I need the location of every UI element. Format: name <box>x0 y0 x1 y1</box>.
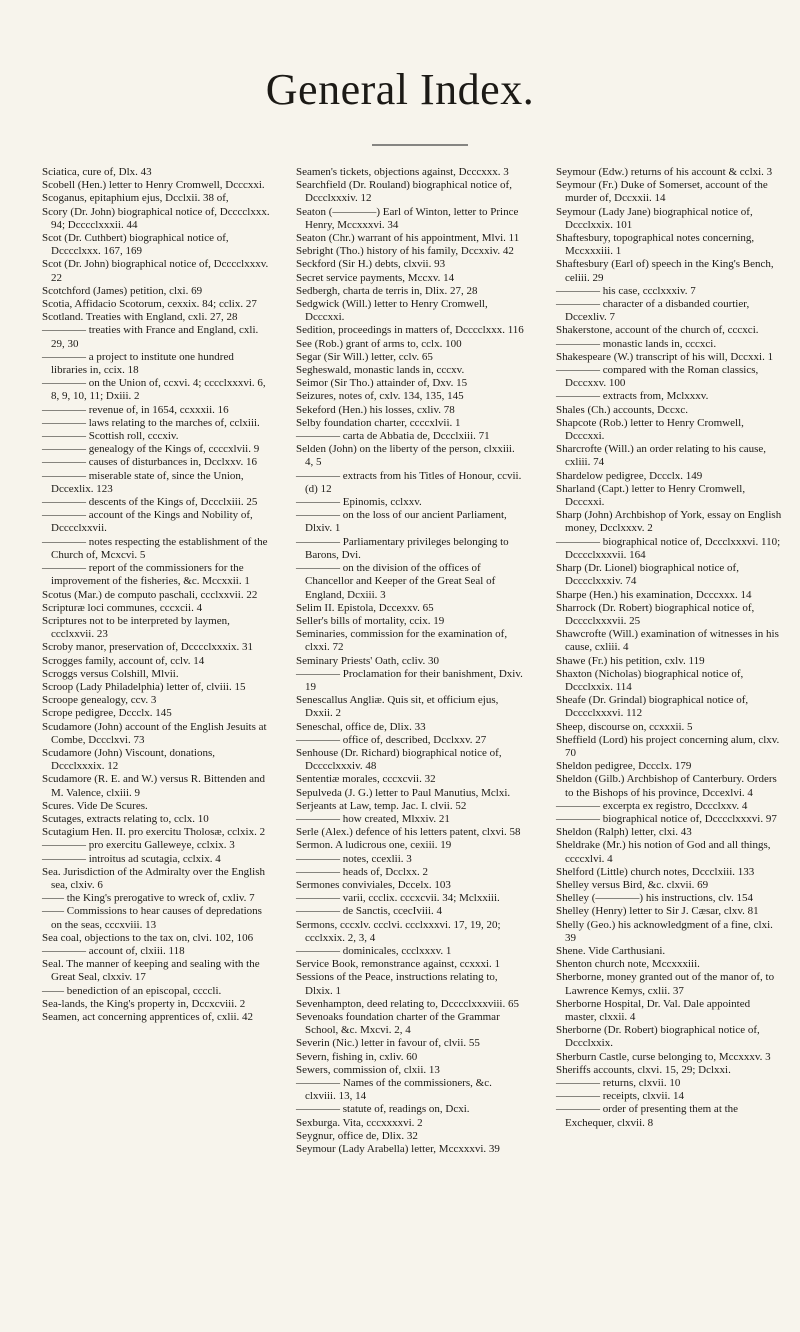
index-entry: Scudamore (John) Viscount, donations, Dccclxxxix. 12 <box>42 746 215 773</box>
index-entry: Selim II. Epistola, Dccexxv. 65 <box>296 601 434 614</box>
index-entry: Seminaries, commission for the examination of, clxxi. 72 <box>296 628 508 654</box>
index-entry: Searchfield (Dr. Rouland) biographical notice of, Dccclxxxiv. 12 <box>296 179 512 205</box>
index-entry: Segheswald, monastic lands in, cccxv. <box>296 364 465 377</box>
index-entry: Shapcote (Rob.) letter to Henry Cromwell, Dcccxxi. <box>556 416 744 443</box>
index-entry: Sexburga. Vita, cccxxxxvi. 2 <box>296 1116 423 1129</box>
index-entry: Shales (Ch.) accounts, Dccxc. <box>556 403 688 416</box>
index-entry: Shelley (Henry) letter to Sir J. Cæsar, clxv. 81 <box>556 905 759 918</box>
index-entry: Scotland. Treaties with England, cxli. 27, 28 <box>42 311 238 324</box>
index-entry: Shakespeare (W.) transcript of his will, Dccxxi. 1 <box>556 350 774 363</box>
index-entry: Serle (Alex.) defence of his letters patent, clxvi. 58 <box>296 826 521 839</box>
index-entry: Scrogges family, account of, cclv. 14 <box>42 654 205 667</box>
index-entry: Sevenoaks foundation charter of the Grammar School, &c. Mxcvi. 2, 4 <box>296 1011 500 1037</box>
index-entry: Shaxton (Nicholas) biographical notice of, Dccclxxix. 114 <box>556 667 744 693</box>
index-entry: ———— compared with the Roman classics, Dcccxxv. 100 <box>556 364 759 390</box>
index-entry: Shene. Vide Carthusiani. <box>556 944 666 957</box>
index-entry: ———— monastic lands in, cccxci. <box>556 337 717 350</box>
index-entry: ———— Scottish roll, cccxiv. <box>42 430 179 443</box>
index-entry: Shelley versus Bird, &c. clxvii. 69 <box>556 878 709 891</box>
index-entry: ———— causes of disturbances in, Dcclxxv. 16 <box>42 456 257 469</box>
index-entry: Sermons, cccxlv. ccclvi. ccclxxxvi. 17, 19, 20; ccclxxix. 2, 3, 4 <box>296 918 501 944</box>
index-entry: ———— Epinomis, cclxxv. <box>296 496 422 509</box>
index-entry: ———— Proclamation for their banishment, Dxiv. 19 <box>296 667 523 693</box>
index-entry: Seymour (Edw.) returns of his account & cclxi. 3 <box>556 166 773 178</box>
index-entry: ———— his case, ccclxxxiv. 7 <box>556 284 696 297</box>
index-entry: ———— office of, described, Dcclxxv. 27 <box>296 733 487 746</box>
index-entry: Seymour (Fr.) Duke of Somerset, account of the murder of, Dccxxii. 14 <box>556 179 768 205</box>
index-entry: Scroop (Lady Philadelphia) letter of, clviii. 15 <box>42 680 246 693</box>
index-entry: ———— miserable state of, since the Union, Dccexlix. 123 <box>42 469 244 495</box>
index-entry: Sherburn Castle, curse belonging to, Mccxxxv. 3 <box>556 1050 771 1063</box>
index-entry: Seizures, notes of, cxlv. 134, 135, 145 <box>296 390 464 403</box>
index-entry: ———— how created, Mlxxiv. 21 <box>296 812 450 825</box>
index-entry: Sebright (Tho.) history of his family, Dccxxiv. 42 <box>296 245 514 258</box>
index-entry: Sheldon (Ralph) letter, clxi. 43 <box>556 826 692 839</box>
index-entry: ———— returns, clxvii. 10 <box>556 1077 681 1090</box>
index-entry: Sharland (Capt.) letter to Henry Cromwell, Dcccxxi. <box>556 482 746 509</box>
index-entry: Sherborne Hospital, Dr. Val. Dale appointed master, clxxii. 4 <box>556 997 751 1023</box>
index-entry: ———— genealogy of the Kings of, ccccxlvii. 9 <box>42 443 260 456</box>
index-entry: ———— on the Union of, ccxvi. 4; cccclxxxvi. 6, 8, 9, 10, 11; Dxiii. 2 <box>42 377 266 403</box>
title-rule <box>372 144 468 146</box>
index-entry: ———— revenue of, in 1654, ccxxxii. 16 <box>42 403 229 416</box>
index-entry: Sententiæ morales, cccxcvii. 32 <box>296 773 436 786</box>
index-entry: Sheafe (Dr. Grindal) biographical notice of, Dcccclxxxvi. 112 <box>556 694 749 720</box>
index-entry: Seal. The manner of keeping and sealing with the Great Seal, clxxiv. 17 <box>42 958 260 984</box>
index-entry: ———— descents of the Kings of, Dccclxiii. 25 <box>42 496 258 509</box>
index-entry: Seamen's tickets, objections against, Dcccxxx. 3 <box>296 166 509 178</box>
index-entry: Scory (Dr. John) biographical notice of, Dcccclxxx. 94; Dcccclxxxii. 44 <box>42 205 270 231</box>
index-entry: ———— account of the Kings and Nobility of, Dcccclxxvii. <box>42 509 253 535</box>
index-entry: Selby foundation charter, ccccxlvii. 1 <box>296 416 461 429</box>
index-entry: Severin (Nic.) letter in favour of, clvii. 55 <box>296 1037 480 1050</box>
index-entry: Scotia, Affidacio Scotorum, cexxix. 84; cclix. 27 <box>42 298 257 311</box>
index-entry: Shardelow pedigree, Dccclx. 149 <box>556 469 703 482</box>
index-entry: Segar (Sir Will.) letter, cclv. 65 <box>296 350 433 363</box>
index-entry: ———— Names of the commissioners, &c. clxviii. 13, 14 <box>296 1077 492 1103</box>
index-entry: Sea. Jurisdiction of the Admiralty over the English sea, clxiv. 6 <box>42 865 266 891</box>
index-entry: Scures. Vide De Scures. <box>42 799 148 812</box>
index-entry: Seygnur, office de, Dlix. 32 <box>296 1129 418 1142</box>
index-entry: Selden (John) on the liberty of the person, clxxiii. 4, 5 <box>296 443 515 469</box>
index-entry: Sevenhampton, deed relating to, Dcccclxxxviii. 65 <box>296 997 519 1010</box>
index-entry: Shaftesbury, topographical notes concerning, Mccxxxiii. 1 <box>556 232 755 258</box>
index-entry: ———— notes, ccexlii. 3 <box>296 852 412 865</box>
index-entry: Scudamore (John) account of the English Jesuits at Combe, Dccclxvi. 73 <box>42 720 267 746</box>
index-entry: ———— character of a disbanded courtier, Dccexliv. 7 <box>556 298 750 324</box>
index-entry: Scudamore (R. E. and W.) versus R. Bittenden and M. Valence, clxiii. 9 <box>42 773 266 799</box>
index-entry: Scroggs versus Colshill, Mlvii. <box>42 667 179 680</box>
index-entry: ———— biographical notice of, Dccclxxxvi. 110; Dcccclxxxvii. 164 <box>556 535 781 561</box>
index-entry: Sheriffs accounts, clxvi. 15, 29; Dclxxi. <box>556 1063 731 1076</box>
index-column-2 <box>296 166 524 1156</box>
index-entry: Seaton (Chr.) warrant of his appointment, Mlvi. 11 <box>296 232 520 245</box>
index-entry: Shakerstone, account of the church of, cccxci. <box>556 324 759 337</box>
index-entry: ———— on the loss of our ancient Parliament, Dlxiv. 1 <box>296 509 507 535</box>
index-entry: Sciatica, cure of, Dlx. 43 <box>42 166 152 178</box>
index-entry: ———— order of presenting them at the Exchequer, clxvii. 8 <box>556 1103 739 1129</box>
index-entry: ———— treaties with France and England, cxli. 29, 30 <box>42 324 259 350</box>
index-entry: ———— varii, ccclix. cccxcvii. 34; Mclxxiii. <box>296 892 500 905</box>
index-entry: Sharcrofte (Will.) an order relating to his cause, cxliii. 74 <box>556 443 767 469</box>
index-entry: ———— receipts, clxvii. 14 <box>556 1090 685 1103</box>
index-entry: ———— extracts from, Mclxxxv. <box>556 390 709 403</box>
index-entry: ———— de Sanctis, ccecIviii. 4 <box>296 905 443 918</box>
index-entry: Scriptures not to be interpreted by laymen, ccclxxvii. 23 <box>42 614 230 641</box>
index-entry: Scobell (Hen.) letter to Henry Cromwell, Dcccxxi. <box>42 179 265 192</box>
index-entry: Senhouse (Dr. Richard) biographical notice of, Dcccclxxxiv. 48 <box>296 746 502 773</box>
index-entry: Seimor (Sir Tho.) attainder of, Dxv. 15 <box>296 377 468 390</box>
index-entry: Sharpe (Hen.) his examination, Dcccxxx. 14 <box>556 588 752 601</box>
index-entry: Senescallus Angliæ. Quis sit, et officium ejus, Dxxii. 2 <box>296 694 499 720</box>
index-entry: Sherborne, money granted out of the manor of, to Lawrence Kemys, cxlii. 37 <box>556 971 775 997</box>
index-entry: ———— statute of, readings on, Dcxi. <box>296 1103 470 1116</box>
index-entry: Scutages, extracts relating to, cclx. 10 <box>42 812 209 825</box>
index-entry: Sheep, discourse on, ccxxxii. 5 <box>556 720 693 733</box>
index-entry: Shenton church note, Mccxxxiii. <box>556 958 700 971</box>
index-entry: ———— on the division of the offices of Chancellor and Keeper of the Great Seal of England, Dcxiii. 3 <box>296 562 496 601</box>
index-entry: ———— dominicales, ccclxxxv. 1 <box>296 944 452 957</box>
index-entry: Shaftesbury (Earl of) speech in the King's Bench, celiii. 29 <box>556 258 774 284</box>
index-entry: ———— pro exercitu Galleweye, cclxix. 3 <box>42 839 235 852</box>
index-entry: Shelly (Geo.) his acknowledgment of a fine, clxi. 39 <box>556 918 773 944</box>
index-entry: Scotus (Mar.) de computo paschali, ccclxxvii. 22 <box>42 588 258 601</box>
index-entry: Shawcrofte (Will.) examination of witnesses in his cause, cxliii. 4 <box>556 628 779 654</box>
index-entry: Sepulveda (J. G.) letter to Paul Manutius, Mclxi. <box>296 786 511 799</box>
index-entry: Sharrock (Dr. Robert) biographical notice of, Dcccclxxxvii. 25 <box>556 601 755 627</box>
index-entry: ———— account of, clxiii. 118 <box>42 944 185 957</box>
index-entry: ———— a project to institute one hundred libraries in, ccix. 18 <box>42 350 234 377</box>
index-entry: Scripturæ loci communes, cccxcii. 4 <box>42 601 203 614</box>
index-entry: Scroby manor, preservation of, Dcccclxxxix. 31 <box>42 641 253 654</box>
index-entry: Sermon. A ludicrous one, cexiii. 19 <box>296 839 452 852</box>
index-entry: Shawe (Fr.) his petition, cxlv. 119 <box>556 654 705 667</box>
index-entry: Sheldon pedigree, Dccclx. 179 <box>556 760 692 773</box>
index-entry: Scot (Dr. John) biographical notice of, Dcccclxxxv. 22 <box>42 258 269 284</box>
index-entry: Sekeford (Hen.) his losses, cxliv. 78 <box>296 403 455 416</box>
index-entry: Scot (Dr. Cuthbert) biographical notice of, Dcccclxxx. 167, 169 <box>42 232 229 258</box>
index-entry: ———— notes respecting the establishment of the Church of, Mcxcvi. 5 <box>42 535 268 561</box>
index-entry: Sharp (Dr. Lionel) biographical notice of, Dcccclxxxiv. 74 <box>556 562 739 588</box>
index-entry: Shelley (————) his instructions, clv. 154 <box>556 892 753 905</box>
index-entry: Serjeants at Law, temp. Jac. I. clvii. 52 <box>296 799 467 812</box>
index-entry: Seminary Priests' Oath, ccliv. 30 <box>296 654 440 667</box>
index-entry: Seamen, act concerning apprentices of, cxlii. 42 <box>42 1011 254 1023</box>
index-entry: Sharp (John) Archbishop of York, essay on English money, Dcclxxxv. 2 <box>556 509 782 535</box>
index-entry: Sea-lands, the King's property in, Dccxcviii. 2 <box>42 997 246 1010</box>
index-entry: ———— introitus ad scutagia, cclxix. 4 <box>42 852 221 865</box>
index-entry: —— the King's prerogative to wreck of, cxliv. 7 <box>42 892 255 905</box>
index-entry: Severn, fishing in, cxliv. 60 <box>296 1050 418 1063</box>
index-entry: Sewers, commission of, clxii. 13 <box>296 1063 440 1076</box>
index-entry: Seneschal, office de, Dlix. 33 <box>296 720 426 733</box>
index-entry: ———— laws relating to the marches of, cclxiii. <box>42 416 260 429</box>
index-entry: ———— Parliamentary privileges belonging to Barons, Dvi. <box>296 535 509 561</box>
index-entry: Sheffield (Lord) his project concerning alum, clxv. 70 <box>556 733 780 759</box>
index-entry: Sessions of the Peace, instructions relating to, Dlxix. 1 <box>296 971 498 997</box>
index-entry: Sea coal, objections to the tax on, clvi. 102, 106 <box>42 931 254 944</box>
index-entry: Shelford (Little) church notes, Dccclxiii. 133 <box>556 865 755 878</box>
index-entry: Scroope genealogy, ccv. 3 <box>42 694 157 707</box>
index-entry: Seaton (————) Earl of Winton, letter to Prince Henry, Mccxxxvi. 34 <box>296 205 519 231</box>
index-entry: Seymour (Lady Arabella) letter, Mccxxxvi. 39 <box>296 1143 500 1156</box>
index-entry: Sherborne (Dr. Robert) biographical notice of, Dccclxxix. <box>556 1024 760 1050</box>
index-entry: Sedbergh, charta de terris in, Dlix. 27, 28 <box>296 284 478 297</box>
index-entry: Service Book, remonstrance against, ccxxxi. 1 <box>296 958 501 971</box>
index-entry: —— benediction of an episcopal, ccccli. <box>42 984 222 997</box>
index-entry: Sheldon (Gilb.) Archbishop of Canterbury. Orders to the Bishops of his province, Dccexlvi. 4 <box>556 773 777 799</box>
index-entry: ———— excerpta ex registro, Dccclxxv. 4 <box>556 799 748 812</box>
index-entry: Secret service payments, Mccxv. 14 <box>296 271 455 284</box>
index-entry: Seymour (Lady Jane) biographical notice of, Dccclxxix. 101 <box>556 205 753 231</box>
index-entry: ———— biographical notice of, Dcccclxxxvi. 97 <box>556 812 777 825</box>
index-entry: ———— extracts from his Titles of Honour, ccvii. (d) 12 <box>296 469 522 495</box>
index-entry: —— Commissions to hear causes of depredations on the seas, cccxviii. 13 <box>42 905 262 931</box>
index-entry: Seller's bills of mortality, ccix. 19 <box>296 614 445 627</box>
index-entry: Seckford (Sir H.) debts, clxvii. 93 <box>296 258 446 271</box>
index-column-1 <box>42 166 270 1024</box>
index-entry: Scutagium Hen. II. pro exercitu Tholosæ, cclxix. 2 <box>42 826 266 839</box>
index-column-3 <box>556 166 784 1130</box>
index-entry: Scotchford (James) petition, clxi. 69 <box>42 284 203 297</box>
index-entry: Sedition, proceedings in matters of, Dcccclxxx. 116 <box>296 324 524 337</box>
index-entry: Sheldrake (Mr.) his notion of God and all things, ccccxlvi. 4 <box>556 839 771 865</box>
index-entry: ———— carta de Abbatia de, Dccclxiii. 71 <box>296 430 490 443</box>
index-entry: Scoganus, epitaphium ejus, Dcclxii. 38 of, <box>42 192 229 205</box>
index-entry: ———— report of the commissioners for the improvement of the fisheries, &c. Mccxxii. 1 <box>42 562 250 588</box>
index-entry: ———— heads of, Dcclxx. 2 <box>296 865 428 878</box>
index-entry: Sedgwick (Will.) letter to Henry Cromwell, Dcccxxi. <box>296 298 488 324</box>
index-entry: Sermones conviviales, Dccelx. 103 <box>296 878 451 891</box>
index-entry: Scrope pedigree, Dccclx. 145 <box>42 707 172 720</box>
page-title: General Index. <box>265 65 535 114</box>
index-entry: See (Rob.) grant of arms to, cclx. 100 <box>296 337 462 350</box>
